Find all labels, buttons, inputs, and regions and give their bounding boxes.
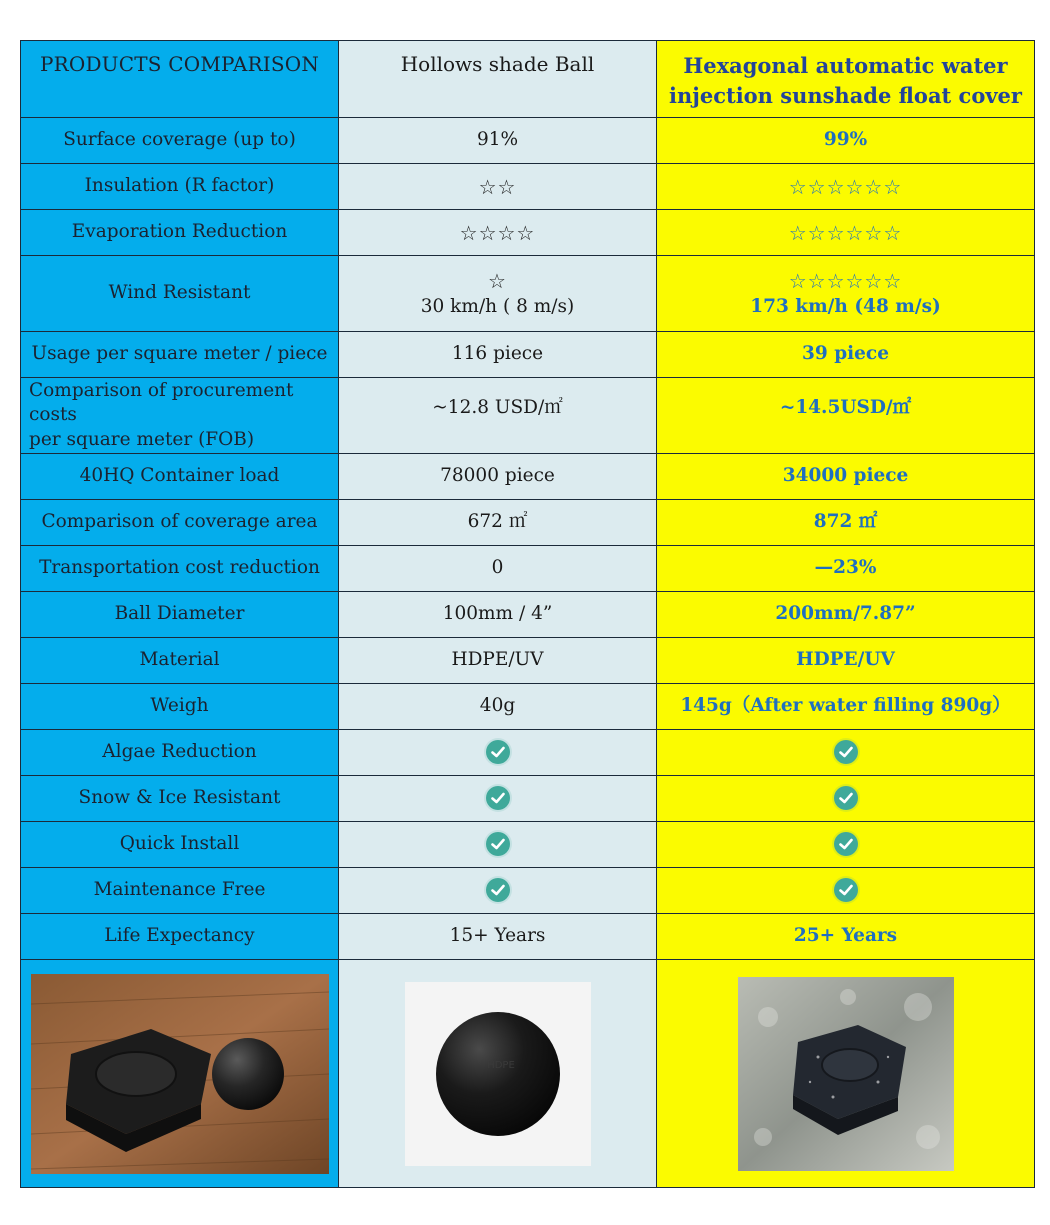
- row-label: Insulation (R factor): [21, 164, 339, 210]
- check-icon: [834, 878, 858, 902]
- check-icon: [486, 740, 510, 764]
- hexagonal-value: 34000 piece: [657, 454, 1035, 500]
- table-row: [21, 256, 1035, 332]
- hexagonal-wind: [657, 256, 1035, 332]
- table-row: [21, 118, 1035, 164]
- photo-row: [21, 960, 1035, 1188]
- hollow-ball-value: [339, 822, 657, 868]
- hollow-ball-value: 78000 piece: [339, 454, 657, 500]
- hollow-ball-stars: ☆☆: [339, 164, 657, 210]
- hexagonal-value: HDPE/UV: [657, 638, 1035, 684]
- hollow-ball-value: 91%: [339, 118, 657, 164]
- row-label: Snow & Ice Resistant: [21, 776, 339, 822]
- table-row: [21, 822, 1035, 868]
- photo-cell-2: [339, 960, 657, 1188]
- hollow-ball-value: [339, 776, 657, 822]
- hollow-ball-value: 100mm / 4”: [339, 592, 657, 638]
- hexagonal-value: [657, 776, 1035, 822]
- hexagonal-value: 145g（After water filling 890g）: [657, 684, 1035, 730]
- comparison-sheet: [20, 40, 1034, 1188]
- hollow-ball-value: 672 ㎡: [339, 500, 657, 546]
- header-hexagonal-cover: [657, 41, 1035, 118]
- hollow-ball-stars: ☆: [488, 268, 507, 293]
- table-row: [21, 500, 1035, 546]
- header-hollow-ball: Hollows shade Ball: [339, 41, 657, 118]
- hollow-ball-wind-speed: 30 km/h ( 8 m/s): [420, 296, 575, 317]
- header-hexagonal-line2: injection sunshade float cover: [669, 83, 1022, 108]
- check-icon: [834, 740, 858, 764]
- hexagonal-value: 25+ Years: [657, 914, 1035, 960]
- row-label: 40HQ Container load: [21, 454, 339, 500]
- hollow-ball-value: HDPE/UV: [339, 638, 657, 684]
- hollow-ball-value: [339, 730, 657, 776]
- row-label-line2: per square meter (FOB): [29, 428, 255, 450]
- hollow-ball-value: 40g: [339, 684, 657, 730]
- table-row: [21, 454, 1035, 500]
- hexagonal-value: 99%: [657, 118, 1035, 164]
- table-row: [21, 776, 1035, 822]
- photo-cell-3: [657, 960, 1035, 1188]
- hexagonal-value: 200mm/7.87”: [657, 592, 1035, 638]
- row-label: Weigh: [21, 684, 339, 730]
- row-label: Maintenance Free: [21, 868, 339, 914]
- shade-ball-photo: [405, 982, 591, 1166]
- hexagonal-stars: ☆☆☆☆☆☆: [657, 210, 1035, 256]
- row-label: Life Expectancy: [21, 914, 339, 960]
- hollow-ball-stars: ☆☆☆☆: [339, 210, 657, 256]
- row-label: Transportation cost reduction: [21, 546, 339, 592]
- row-label: Material: [21, 638, 339, 684]
- header-hexagonal-line1: Hexagonal automatic water: [683, 52, 1008, 78]
- hexagon-on-stone-photo: [738, 977, 954, 1171]
- table-row: [21, 332, 1035, 378]
- hollow-ball-value: [339, 868, 657, 914]
- table-row: [21, 164, 1035, 210]
- hexagonal-value: [657, 822, 1035, 868]
- check-icon: [834, 786, 858, 810]
- hexagonal-value: 39 piece: [657, 332, 1035, 378]
- header-row: [21, 41, 1035, 118]
- hexagonal-value: —23%: [657, 546, 1035, 592]
- table-row: [21, 730, 1035, 776]
- hollow-ball-value: ~12.8 USD/㎡: [339, 378, 657, 454]
- table-row: [21, 592, 1035, 638]
- table-row: [21, 638, 1035, 684]
- table-row: [21, 378, 1035, 454]
- comparison-table: [20, 40, 1035, 1188]
- hexagon-and-ball-photo: [31, 974, 329, 1174]
- row-label: Quick Install: [21, 822, 339, 868]
- row-label: Surface coverage (up to): [21, 118, 339, 164]
- hexagonal-value: [657, 730, 1035, 776]
- hexagonal-wind-speed: 173 km/h (48 m/s): [750, 296, 941, 317]
- hexagonal-stars: ☆☆☆☆☆☆: [657, 164, 1035, 210]
- table-row: [21, 210, 1035, 256]
- hexagonal-value: [657, 868, 1035, 914]
- hexagonal-value: ~14.5USD/㎡: [657, 378, 1035, 454]
- row-label: Usage per square meter / piece: [21, 332, 339, 378]
- photo-cell-1: [21, 960, 339, 1188]
- row-label: Evaporation Reduction: [21, 210, 339, 256]
- row-label: Comparison of coverage area: [21, 500, 339, 546]
- row-label: [21, 378, 339, 454]
- row-label-line1: Comparison of procurement costs: [29, 380, 294, 426]
- ball-text: HDPE: [486, 1059, 515, 1071]
- table-row: [21, 546, 1035, 592]
- row-label: Wind Resistant: [21, 256, 339, 332]
- check-icon: [486, 786, 510, 810]
- row-label: Ball Diameter: [21, 592, 339, 638]
- hollow-ball-wind: [339, 256, 657, 332]
- hollow-ball-value: 15+ Years: [339, 914, 657, 960]
- check-icon: [486, 878, 510, 902]
- row-label: Algae Reduction: [21, 730, 339, 776]
- header-products-comparison: PRODUCTS COMPARISON: [21, 41, 339, 118]
- table-row: [21, 684, 1035, 730]
- hexagonal-stars: ☆☆☆☆☆☆: [788, 268, 903, 293]
- table-row: [21, 914, 1035, 960]
- hollow-ball-value: 116 piece: [339, 332, 657, 378]
- check-icon: [834, 832, 858, 856]
- table-row: [21, 868, 1035, 914]
- check-icon: [486, 832, 510, 856]
- hollow-ball-value: 0: [339, 546, 657, 592]
- hexagonal-value: 872 ㎡: [657, 500, 1035, 546]
